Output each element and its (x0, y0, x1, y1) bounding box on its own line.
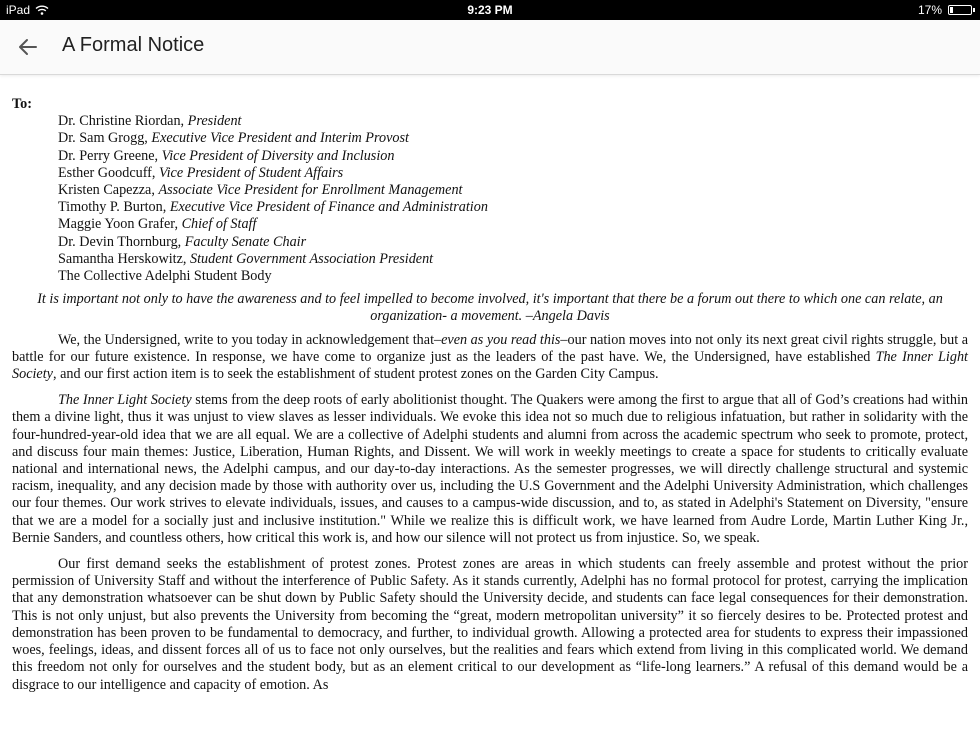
app-bar (0, 20, 980, 75)
recipient-role: Chief of Staff (181, 216, 257, 233)
recipient-role: Student Government Association President (190, 250, 434, 267)
paragraph-3: Our first demand seeks the establishment of protest zones. Protest zones are areas in which students can freely assemble and protest without the prior permission of University Staff and without the interference of Public Safety. As it stands currently, Adelphi has no formal protocol for protest, carrying the implication that any demonstration whatsoever can be shut down by Public Safety should the University decide, and students can face legal consequences for their demonstration. This is not only unjust, but also prevents the University from becoming the “great, modern metropolitan university” it so fiercely desires to be. Protected protest and demonstration has been proven to be fundamental to democracy, and further, to individual growth. Allowing a protected area for students to express their impassioned woes, feelings, ideas, and dissent forces all of us to face not only ourselves, but the realities and fears which extend from living in this complicated world. We demand this freedom not only for ourselves and the student body, but as an element critical to our development as “life-long learners.” A refusal of this demand would be a disgrace to our intelligence and capacity of emotion. As (12, 556, 968, 693)
p2-text-b: stems from the deep roots of early abolitionist thought. The Quakers were among the first to argue that all of God’s creations had within them a divine light, thus it was unjust to view slaves as lesser individuals. We evoke this idea not so much due to religious infatuation, but rather in solidarity with the four-hundred-year-old idea that we are all equal. We are a collective of Adelphi students and alumni from across the academic spectrum who seek to promote, protect, and discuss four main themes: Justice, Liberation, Human Rights, and Dissent. We will work in weekly meetings to create a space for students to critically evaluate national and international news, the Adelphi campus, and our day-to-day interactions. As the semester progresses, we will directly challenge structural and systemic racism, inequality, and any decision made by those with authority over us, including the U.S Government and the Adelphi University Administration, which challenges our four themes. Our work strives to elevate individuals, issues, and causes to a campus-wide discussion, and to, as stated in Adelphi's Statement on Diversity, "ensure that we are a model for a socially just and inclusive institution." While we realize this is difficult work, we have learned from Audre Lorde, Martin Luther King Jr., Bernie Sanders, and countless others, how critical this work is, and how our silence will not protect us from injustice. So, we speak. (12, 392, 968, 546)
recipient-item (58, 182, 968, 199)
document-body (12, 96, 968, 703)
recipient-role: Faculty Senate Chair (184, 233, 307, 250)
recipient-item (58, 251, 968, 268)
recipient-role: Vice President of Student Affairs (159, 164, 344, 181)
recipient-list (58, 113, 968, 285)
device-label: iPad (6, 3, 31, 17)
recipient-name: Dr. Christine Riordan, (58, 113, 188, 130)
p1-text-c: our nation moves into not only its next great civil rights struggle, but a battle for our future existence. In response, we have come to organize just as the leaders of the past have. We, the Undersigned, have established (12, 331, 968, 365)
back-arrow-icon[interactable] (14, 34, 42, 60)
p1-text-d: The Inner Light Society (12, 348, 968, 383)
status-time: 9:23 PM (467, 3, 513, 17)
recipient-name: Dr. Devin Thornburg, (58, 233, 185, 250)
recipient-item (58, 216, 968, 233)
paragraph-2 (12, 392, 968, 547)
to-label: To: (12, 96, 32, 112)
recipient-name: Esther Goodcuff, (58, 164, 159, 181)
recipient-item (58, 268, 968, 285)
recipient-item (58, 234, 968, 251)
recipient-name: Maggie Yoon Grafer, (58, 216, 182, 233)
recipient-role: Associate Vice President for Enrollment Management (158, 182, 463, 199)
p1-text-b: –even as you read this– (434, 331, 568, 348)
status-right (918, 3, 972, 17)
recipient-name: The Collective Adelphi Student Body (58, 268, 272, 285)
paragraph-1 (12, 332, 968, 384)
recipient-role: Vice President of Diversity and Inclusion (161, 147, 395, 164)
recipient-item (58, 199, 968, 216)
recipient-item (58, 165, 968, 182)
recipient-name: Timothy P. Burton, (58, 199, 170, 216)
recipient-role: Executive Vice President and Interim Provost (151, 130, 409, 147)
recipient-item (58, 130, 968, 147)
recipient-name: Kristen Capezza, (58, 182, 159, 199)
recipient-item (58, 148, 968, 165)
p1-text-e: , and our first action item is to seek the establishment of student protest zones on the Garden City Campus. (52, 366, 659, 383)
recipient-role: President (187, 113, 242, 130)
p1-text-a: We, the Undersigned, write to you today in acknowledgement that (58, 331, 435, 348)
recipient-name: Samantha Herskowitz, (58, 250, 190, 267)
recipient-name: Dr. Sam Grogg, (58, 130, 152, 147)
page-title: A Formal Notice (62, 34, 205, 56)
recipient-item (58, 113, 968, 130)
battery-icon (948, 5, 972, 15)
recipient-role: Executive Vice President of Finance and Administration (169, 199, 488, 216)
recipient-name: Dr. Perry Greene, (58, 147, 162, 164)
battery-percent: 17% (917, 3, 942, 17)
status-bar (0, 0, 980, 20)
epigraph-quote: It is important not only to have the awareness and to feel impelled to become involved, it's important that there be a forum out there to which one can relate, an organization- a movement. –Angela Davis (37, 291, 943, 325)
p2-text-a: The Inner Light Society (58, 392, 192, 409)
